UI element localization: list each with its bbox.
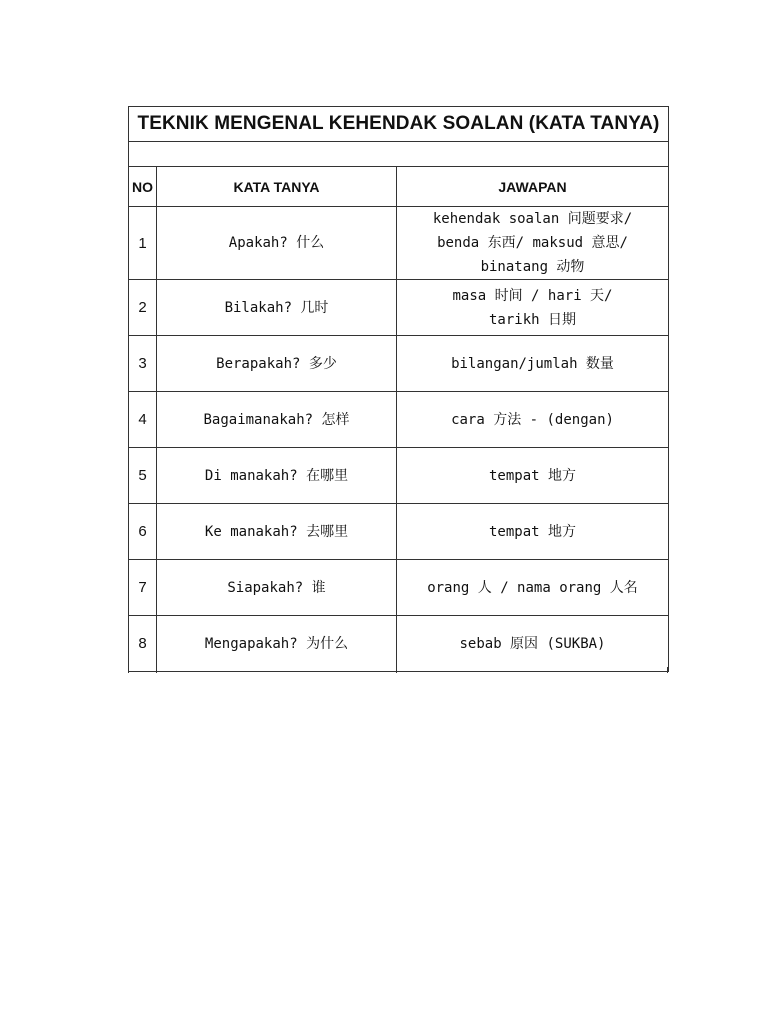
row-number: 5 bbox=[129, 448, 157, 504]
table-row bbox=[129, 207, 669, 280]
title-row bbox=[129, 107, 669, 142]
table-body bbox=[129, 207, 669, 672]
kata-tanya-cell: Apakah? 什么 bbox=[157, 207, 397, 280]
kata-tanya-cell: Berapakah? 多少 bbox=[157, 336, 397, 392]
jawapan-line: cara 方法 - (dengan) bbox=[451, 411, 614, 428]
jawapan-cell bbox=[397, 392, 669, 448]
table-row bbox=[129, 392, 669, 448]
row-number: 4 bbox=[129, 392, 157, 448]
row-number: 7 bbox=[129, 560, 157, 616]
jawapan-line: tempat 地方 bbox=[488, 523, 576, 540]
header-jawapan: JAWAPAN bbox=[397, 167, 669, 207]
row-number: 8 bbox=[129, 616, 157, 672]
jawapan-line: masa 时间 / hari 天/ bbox=[452, 287, 613, 304]
table-row bbox=[129, 336, 669, 392]
blank-row bbox=[129, 142, 669, 167]
row-number: 3 bbox=[129, 336, 157, 392]
jawapan-line: tarikh 日期 bbox=[488, 311, 576, 328]
table-row bbox=[129, 504, 669, 560]
blank-cell bbox=[129, 142, 669, 167]
header-row bbox=[129, 167, 669, 207]
table-row bbox=[129, 560, 669, 616]
jawapan-cell bbox=[397, 616, 669, 672]
header-kata-tanya: KATA TANYA bbox=[157, 167, 397, 207]
jawapan-line: binatang 动物 bbox=[480, 259, 585, 275]
jawapan-line: sebab 原因 (SUKBA) bbox=[459, 635, 606, 652]
table-row bbox=[129, 448, 669, 504]
kata-tanya-table bbox=[128, 106, 669, 672]
header-no: NO bbox=[129, 167, 157, 207]
kata-tanya-cell: Mengapakah? 为什么 bbox=[157, 616, 397, 672]
jawapan-line: orang 人 / nama orang 人名 bbox=[427, 579, 638, 596]
jawapan-line: benda 东西/ maksud 意思/ bbox=[437, 235, 628, 251]
jawapan-cell bbox=[397, 448, 669, 504]
row-number: 1 bbox=[129, 207, 157, 280]
kata-tanya-cell: Di manakah? 在哪里 bbox=[157, 448, 397, 504]
jawapan-cell bbox=[397, 504, 669, 560]
jawapan-cell bbox=[397, 280, 669, 336]
row-number: 2 bbox=[129, 280, 157, 336]
table-title: TEKNIK MENGENAL KEHENDAK SOALAN (KATA TANYA) bbox=[129, 107, 669, 142]
kata-tanya-cell: Bilakah? 几时 bbox=[157, 280, 397, 336]
kata-tanya-cell: Ke manakah? 去哪里 bbox=[157, 504, 397, 560]
jawapan-cell bbox=[397, 336, 669, 392]
row-number: 6 bbox=[129, 504, 157, 560]
jawapan-line: kehendak soalan 问题要求/ bbox=[432, 211, 633, 227]
jawapan-cell bbox=[397, 207, 669, 280]
table-row bbox=[129, 280, 669, 336]
table-row bbox=[129, 616, 669, 672]
kata-tanya-cell: Siapakah? 谁 bbox=[157, 560, 397, 616]
table-continuation bbox=[128, 667, 668, 673]
kata-tanya-cell: Bagaimanakah? 怎样 bbox=[157, 392, 397, 448]
jawapan-line: tempat 地方 bbox=[488, 467, 576, 484]
jawapan-line: bilangan/jumlah 数量 bbox=[451, 355, 614, 372]
jawapan-cell bbox=[397, 560, 669, 616]
